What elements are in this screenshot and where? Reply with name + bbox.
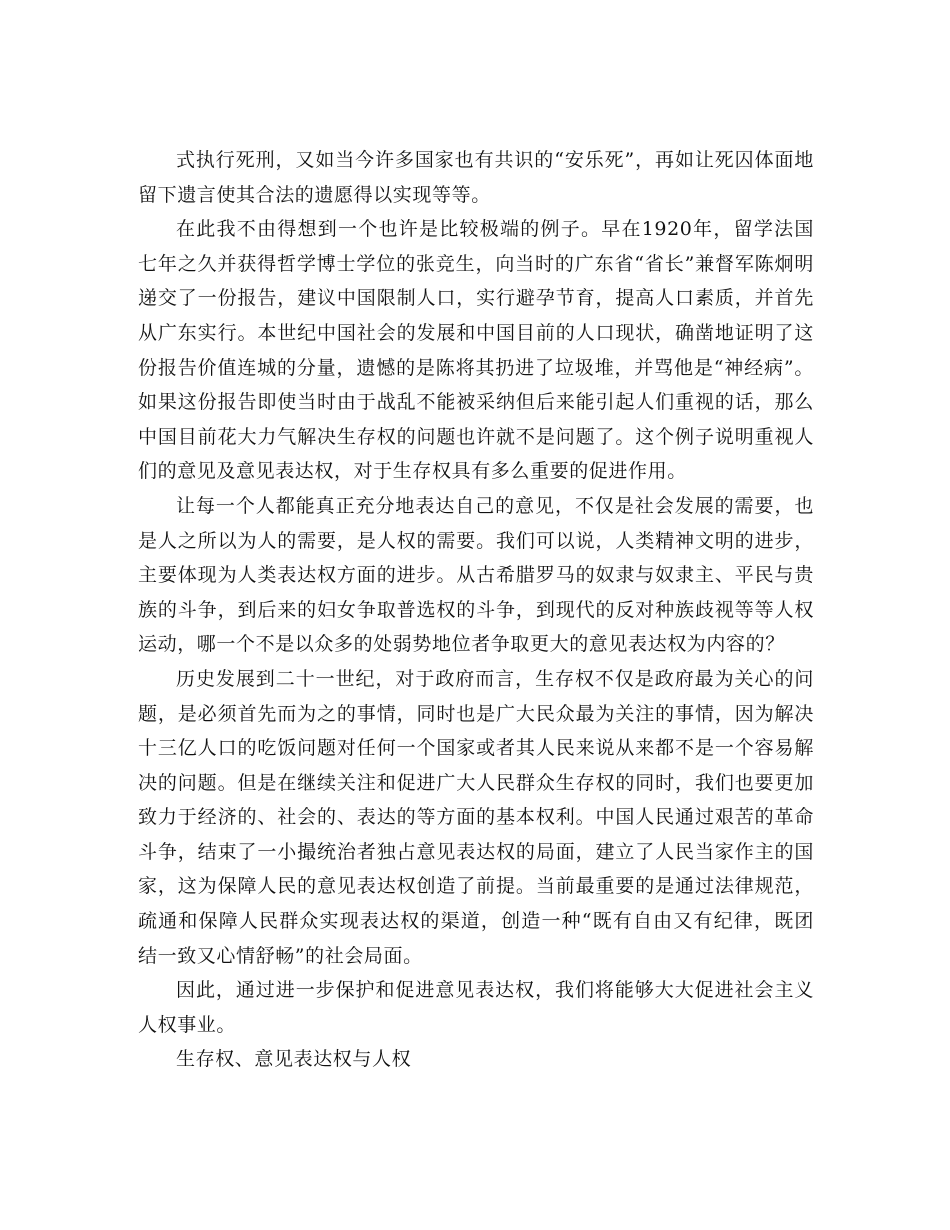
document-body bbox=[138, 143, 814, 1077]
paragraph-4: 历史发展到二十一世纪，对于政府而言，生存权不仅是政府最为关心的问题，是必须首先而为之的事情，同时也是广大民众最为关注的事情，因为解决十三亿人口的吃饭问题对任何一个国家或者其人民来说从来都不是一个容易解决的问题。但是在继续关注和促进广大人民群众生存权的同时，我们也要更加致力于经济的、社会的、表达的等方面的基本权利。中国人民通过艰苦的革命斗争，结束了一小撮统治者独占意见表达权的局面，建立了人民当家作主的国家，这为保障人民的意见表达权创造了前提。当前最重要的是通过法律规范，疏通和保障人民群众实现表达权的渠道，创造一种“既有自由又有纪律，既团结一致又心情舒畅”的社会局面。 bbox=[138, 667, 814, 967]
paragraph-1: 式执行死刑，又如当今许多国家也有共识的“安乐死”，再如让死囚体面地留下遗言使其合法的遗愿得以实现等等。 bbox=[138, 149, 814, 206]
paragraph-3: 让每一个人都能真正充分地表达自己的意见，不仅是社会发展的需要，也是人之所以为人的需要，是人权的需要。我们可以说，人类精神文明的进步，主要体现为人类表达权方面的进步。从古希腊罗马的奴隶与奴隶主、平民与贵族的斗争，到后来的妇女争取普选权的斗争，到现代的反对种族歧视等等人权运动，哪一个不是以众多的处弱势地位者争取更大的意见表达权为内容的？ bbox=[138, 494, 814, 656]
paragraph-2: 在此我不由得想到一个也许是比较极端的例子。早在1920年，留学法国七年之久并获得哲学博士学位的张竞生，向当时的广东省“省长”兼督军陈炯明递交了一份报告，建议中国限制人口，实行避孕节育，提高人口素质，并首先从广东实行。本世纪中国社会的发展和中国目前的人口现状，确凿地证明了这份报告价值连城的分量，遗憾的是陈将其扔进了垃圾堆，并骂他是“神经病”。如果这份报告即使当时由于战乱不能被采纳但后来能引起人们重视的话，那么中国目前花大力气解决生存权的问题也许就不是问题了。这个例子说明重视人们的意见及意见表达权，对于生存权具有多么重要的促进作用。 bbox=[138, 218, 814, 483]
paragraph-5: 因此，通过进一步保护和促进意见表达权，我们将能够大大促进社会主义人权事业。 bbox=[138, 979, 814, 1036]
document-title-line: 生存权、意见表达权与人权 bbox=[176, 1048, 412, 1071]
